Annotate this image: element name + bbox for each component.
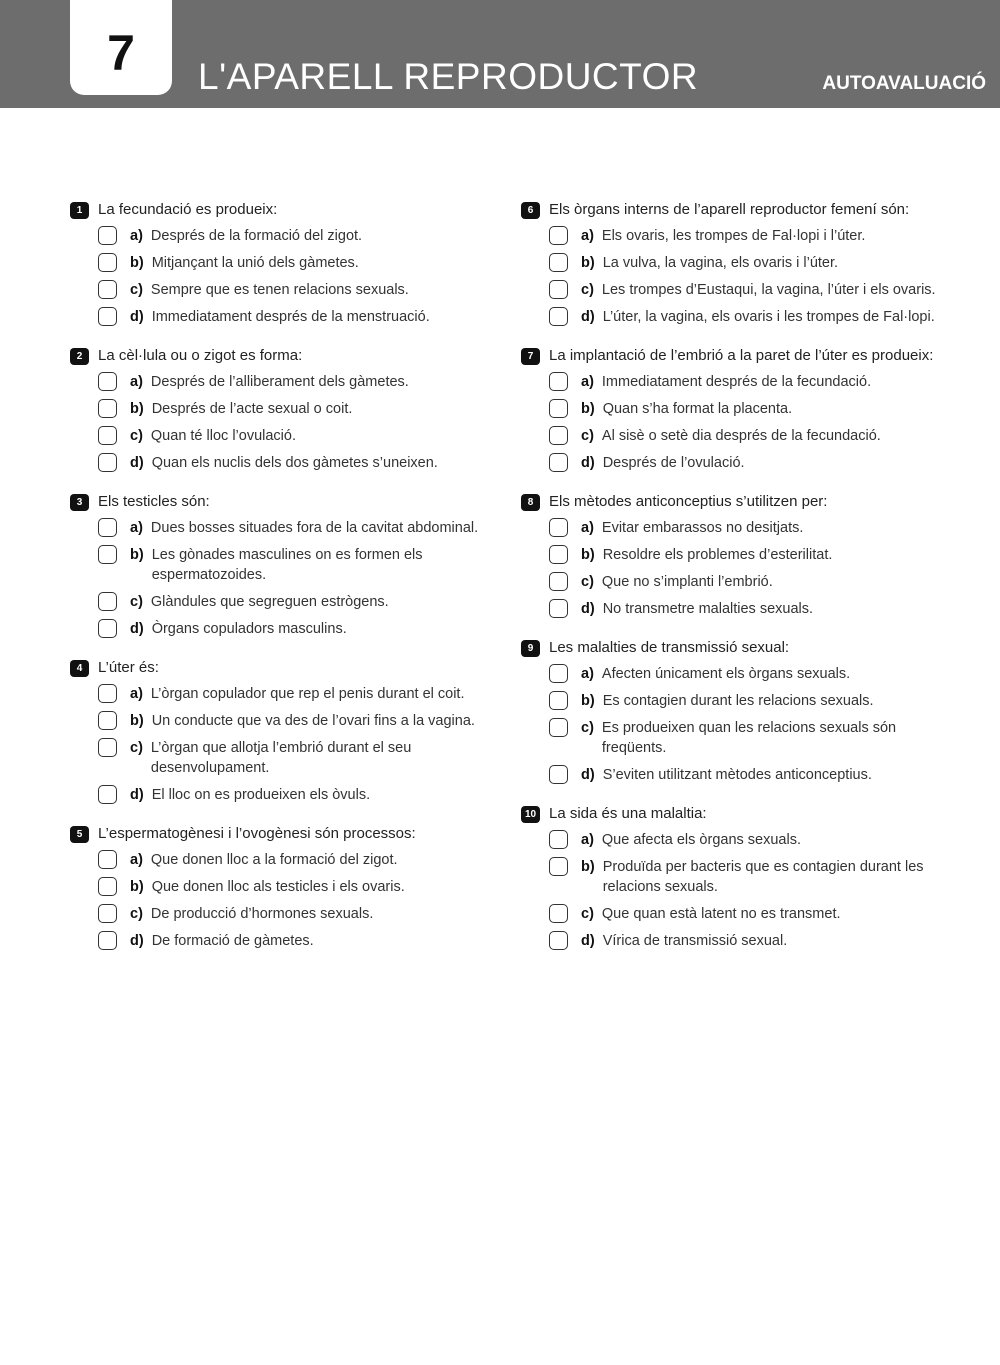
- option-letter: d): [130, 933, 144, 949]
- option-text: Quan els nuclis dels dos gàmetes s’uneixen.: [151, 455, 438, 471]
- question-7: [521, 346, 961, 473]
- answer-option[interactable]: [98, 850, 490, 870]
- option-text: Que afecta els òrgans sexuals.: [601, 832, 801, 848]
- option-text: Mitjançant la unió dels gàmetes.: [151, 255, 359, 271]
- question-header: [70, 824, 490, 844]
- question-2: [70, 346, 490, 473]
- answer-checkbox[interactable]: [549, 765, 568, 784]
- option-text: Després de la formació del zigot.: [150, 228, 363, 244]
- option-text: Immediatament després de la menstruació.: [151, 309, 430, 325]
- option-letter: b): [130, 879, 144, 895]
- option-letter: c): [130, 594, 143, 610]
- option-letter: c): [130, 282, 143, 298]
- option-letter: d): [130, 787, 144, 803]
- questions-column-left: [70, 200, 490, 970]
- option-letter: a): [581, 832, 594, 848]
- answer-checkbox[interactable]: [98, 399, 117, 418]
- answer-option[interactable]: [98, 619, 490, 639]
- answer-option[interactable]: [98, 877, 490, 897]
- option-text: Es contagien durant les relacions sexuals.: [602, 693, 874, 709]
- option-letter: b): [130, 713, 144, 729]
- answer-option[interactable]: [98, 518, 490, 538]
- option-text: De formació de gàmetes.: [151, 933, 314, 949]
- option-text: Després de l’acte sexual o coit.: [151, 401, 353, 417]
- question-number-badge: 8: [521, 494, 540, 511]
- option-text: Al sisè o setè dia després de la fecundació.: [601, 428, 881, 444]
- option-letter: b): [581, 547, 595, 563]
- option-letter: a): [581, 228, 594, 244]
- option-letter: d): [130, 621, 144, 637]
- question-3: [70, 492, 490, 639]
- answer-checkbox[interactable]: [549, 253, 568, 272]
- question-number-badge: 7: [521, 348, 540, 365]
- option-text: L’òrgan copulador que rep el penis durant el coit.: [150, 686, 465, 702]
- question-header: [70, 492, 490, 512]
- page-title: L'APARELL REPRODUCTOR: [198, 56, 699, 97]
- answer-checkbox[interactable]: [98, 904, 117, 923]
- option-text: Un conducte que va des de l’ovari fins a la vagina.: [151, 713, 475, 729]
- answer-checkbox[interactable]: [549, 691, 568, 710]
- answer-option[interactable]: [549, 518, 961, 538]
- answer-option[interactable]: [98, 453, 490, 473]
- answer-option[interactable]: [98, 307, 490, 327]
- answer-option[interactable]: [549, 572, 961, 592]
- question-10: [521, 804, 961, 951]
- question-8: [521, 492, 961, 619]
- answer-checkbox[interactable]: [98, 307, 117, 326]
- answer-checkbox[interactable]: [98, 785, 117, 804]
- question-number-badge: 5: [70, 826, 89, 843]
- answer-checkbox[interactable]: [98, 226, 117, 245]
- answer-option[interactable]: [549, 765, 961, 785]
- option-text: No transmetre malalties sexuals.: [602, 601, 814, 617]
- option-letter: a): [581, 666, 594, 682]
- answer-option[interactable]: [98, 226, 490, 246]
- option-letter: c): [581, 574, 594, 590]
- answer-checkbox[interactable]: [98, 931, 117, 950]
- option-text: El lloc on es produeixen els òvuls.: [151, 787, 371, 803]
- answer-option[interactable]: [549, 426, 961, 446]
- answer-option[interactable]: [549, 280, 961, 300]
- answer-option[interactable]: [98, 684, 490, 704]
- option-letter: d): [581, 455, 595, 471]
- question-header: [521, 638, 961, 658]
- question-text: La fecundació es produeix:: [98, 201, 278, 218]
- answer-checkbox[interactable]: [549, 307, 568, 326]
- question-header: [70, 346, 490, 366]
- question-header: [521, 346, 961, 366]
- option-text: Després de l’ovulació.: [602, 455, 745, 471]
- option-letter: b): [130, 547, 144, 563]
- question-6: [521, 200, 961, 327]
- answer-option[interactable]: [98, 280, 490, 300]
- answer-checkbox[interactable]: [549, 664, 568, 683]
- unit-number: 7: [107, 24, 135, 81]
- question-number-badge: 10: [521, 806, 540, 823]
- option-letter: c): [130, 740, 143, 756]
- answer-option[interactable]: [549, 718, 961, 758]
- question-1: [70, 200, 490, 327]
- answer-checkbox[interactable]: [549, 718, 568, 737]
- answer-option[interactable]: [549, 931, 961, 951]
- option-letter: c): [130, 906, 143, 922]
- question-text: L’úter és:: [98, 659, 159, 676]
- answer-checkbox[interactable]: [98, 738, 117, 757]
- answer-checkbox[interactable]: [549, 857, 568, 876]
- option-letter: b): [581, 693, 595, 709]
- answer-checkbox[interactable]: [98, 877, 117, 896]
- question-number-badge: 9: [521, 640, 540, 657]
- question-header: [521, 804, 961, 824]
- option-letter: d): [130, 455, 144, 471]
- option-letter: a): [130, 520, 143, 536]
- option-text: Que donen lloc als testicles i els ovaris.: [151, 879, 405, 895]
- option-text: L’òrgan que allotja l’embrió durant el seu desenvolupament.: [150, 740, 412, 776]
- answer-checkbox[interactable]: [98, 518, 117, 537]
- option-letter: b): [581, 859, 595, 875]
- option-letter: b): [581, 401, 595, 417]
- question-header: [70, 200, 490, 220]
- question-number-badge: 3: [70, 494, 89, 511]
- answer-checkbox[interactable]: [549, 904, 568, 923]
- question-text: Els testicles són:: [98, 493, 210, 510]
- answer-checkbox[interactable]: [98, 426, 117, 445]
- answer-checkbox[interactable]: [98, 684, 117, 703]
- option-text: Immediatament després de la fecundació.: [601, 374, 872, 390]
- option-text: Resoldre els problemes d’esterilitat.: [602, 547, 833, 563]
- answer-checkbox[interactable]: [549, 518, 568, 537]
- option-letter: a): [581, 374, 594, 390]
- answer-checkbox[interactable]: [98, 619, 117, 638]
- option-letter: a): [130, 686, 143, 702]
- question-text: Els mètodes anticonceptius s’utilitzen per:: [549, 493, 828, 510]
- option-text: Que donen lloc a la formació del zigot.: [150, 852, 398, 868]
- answer-option[interactable]: [98, 904, 490, 924]
- answer-option[interactable]: [549, 399, 961, 419]
- option-text: Quan s’ha format la placenta.: [602, 401, 793, 417]
- option-text: Les gònades masculines on es formen els espermatozoides.: [151, 547, 423, 583]
- answer-option[interactable]: [549, 830, 961, 850]
- option-letter: a): [130, 374, 143, 390]
- answer-checkbox[interactable]: [549, 599, 568, 618]
- option-letter: d): [581, 309, 595, 325]
- option-letter: c): [130, 428, 143, 444]
- answer-checkbox[interactable]: [98, 453, 117, 472]
- answer-option[interactable]: [549, 904, 961, 924]
- answer-checkbox[interactable]: [98, 850, 117, 869]
- option-letter: b): [581, 255, 595, 271]
- answer-option[interactable]: [98, 253, 490, 273]
- answer-option[interactable]: [549, 372, 961, 392]
- answer-checkbox[interactable]: [549, 226, 568, 245]
- answer-option[interactable]: [549, 599, 961, 619]
- option-text: Que no s’implanti l’embrió.: [601, 574, 773, 590]
- answer-checkbox[interactable]: [98, 253, 117, 272]
- answer-checkbox[interactable]: [98, 545, 117, 564]
- answer-option[interactable]: [98, 931, 490, 951]
- option-text: Evitar embarassos no desitjats.: [601, 520, 804, 536]
- answer-option[interactable]: [549, 226, 961, 246]
- answer-checkbox[interactable]: [549, 931, 568, 950]
- option-text: Que quan està latent no es transmet.: [601, 906, 841, 922]
- question-number-badge: 6: [521, 202, 540, 219]
- question-text: La sida és una malaltia:: [549, 805, 707, 822]
- answer-checkbox[interactable]: [549, 372, 568, 391]
- answer-checkbox[interactable]: [98, 711, 117, 730]
- answer-option[interactable]: [549, 664, 961, 684]
- option-letter: d): [581, 933, 595, 949]
- answer-option[interactable]: [549, 453, 961, 473]
- answer-checkbox[interactable]: [549, 399, 568, 418]
- option-text: De producció d’hormones sexuals.: [150, 906, 374, 922]
- answer-option[interactable]: [98, 738, 490, 778]
- answer-option[interactable]: [98, 372, 490, 392]
- answer-checkbox[interactable]: [549, 572, 568, 591]
- option-text: La vulva, la vagina, els ovaris i l’úter.: [602, 255, 839, 271]
- option-text: Dues bosses situades fora de la cavitat abdominal.: [150, 520, 479, 536]
- option-letter: a): [130, 228, 143, 244]
- answer-option[interactable]: [98, 399, 490, 419]
- option-letter: c): [581, 428, 594, 444]
- option-letter: c): [581, 282, 594, 298]
- answer-checkbox[interactable]: [549, 545, 568, 564]
- answer-option[interactable]: [549, 253, 961, 273]
- option-letter: b): [130, 401, 144, 417]
- answer-option[interactable]: [98, 426, 490, 446]
- question-9: [521, 638, 961, 785]
- answer-checkbox[interactable]: [549, 453, 568, 472]
- question-number-badge: 1: [70, 202, 89, 219]
- option-letter: c): [581, 720, 594, 736]
- answer-checkbox[interactable]: [549, 280, 568, 299]
- page-subtitle: AUTOAVALUACIÓ: [822, 73, 986, 94]
- option-letter: d): [581, 601, 595, 617]
- question-text: Els òrgans interns de l’aparell reproductor femení són:: [549, 201, 910, 218]
- answer-checkbox[interactable]: [98, 372, 117, 391]
- option-text: Glàndules que segreguen estrògens.: [150, 594, 389, 610]
- option-letter: d): [130, 309, 144, 325]
- option-text: Quan té lloc l’ovulació.: [150, 428, 296, 444]
- option-letter: a): [581, 520, 594, 536]
- question-text: L’espermatogènesi i l’ovogènesi són processos:: [98, 825, 416, 842]
- question-text: La implantació de l’embrió a la paret de l’úter es produeix:: [549, 347, 934, 364]
- question-header: [70, 658, 490, 678]
- answer-option[interactable]: [98, 711, 490, 731]
- answer-option[interactable]: [549, 545, 961, 565]
- option-text: Produïda per bacteris que es contagien durant les relacions sexuals.: [602, 859, 924, 895]
- answer-option[interactable]: [549, 691, 961, 711]
- option-letter: a): [130, 852, 143, 868]
- option-text: Afecten únicament els òrgans sexuals.: [601, 666, 851, 682]
- answer-option[interactable]: [98, 592, 490, 612]
- option-text: Després de l’alliberament dels gàmetes.: [150, 374, 409, 390]
- question-text: Les malalties de transmissió sexual:: [549, 639, 790, 656]
- option-text: Vírica de transmissió sexual.: [602, 933, 788, 949]
- question-header: [521, 200, 961, 220]
- option-letter: c): [581, 906, 594, 922]
- answer-option[interactable]: [549, 857, 961, 897]
- answer-option[interactable]: [98, 545, 490, 585]
- page-header: [0, 0, 1000, 108]
- question-number-badge: 2: [70, 348, 89, 365]
- answer-checkbox[interactable]: [98, 592, 117, 611]
- question-4: [70, 658, 490, 805]
- option-text: Es produeixen quan les relacions sexuals són freqüents.: [601, 720, 897, 756]
- questions-column-right: [521, 200, 961, 970]
- answer-option[interactable]: [98, 785, 490, 805]
- answer-checkbox[interactable]: [549, 830, 568, 849]
- option-text: Les trompes d’Eustaqui, la vagina, l’úter i els ovaris.: [601, 282, 936, 298]
- option-letter: d): [581, 767, 595, 783]
- answer-checkbox[interactable]: [549, 426, 568, 445]
- question-header: [521, 492, 961, 512]
- option-text: Els ovaris, les trompes de Fal·lopi i l’úter.: [601, 228, 866, 244]
- answer-checkbox[interactable]: [98, 280, 117, 299]
- option-text: Sempre que es tenen relacions sexuals.: [150, 282, 409, 298]
- option-text: S’eviten utilitzant mètodes anticonceptius.: [602, 767, 872, 783]
- option-letter: b): [130, 255, 144, 271]
- question-text: La cèl·lula ou o zigot es forma:: [98, 347, 303, 364]
- answer-option[interactable]: [549, 307, 961, 327]
- option-text: Òrgans copuladors masculins.: [151, 621, 347, 637]
- unit-number-tab: [70, 0, 172, 95]
- option-text: L’úter, la vagina, els ovaris i les trompes de Fal·lopi.: [602, 309, 935, 325]
- question-5: [70, 824, 490, 951]
- question-number-badge: 4: [70, 660, 89, 677]
